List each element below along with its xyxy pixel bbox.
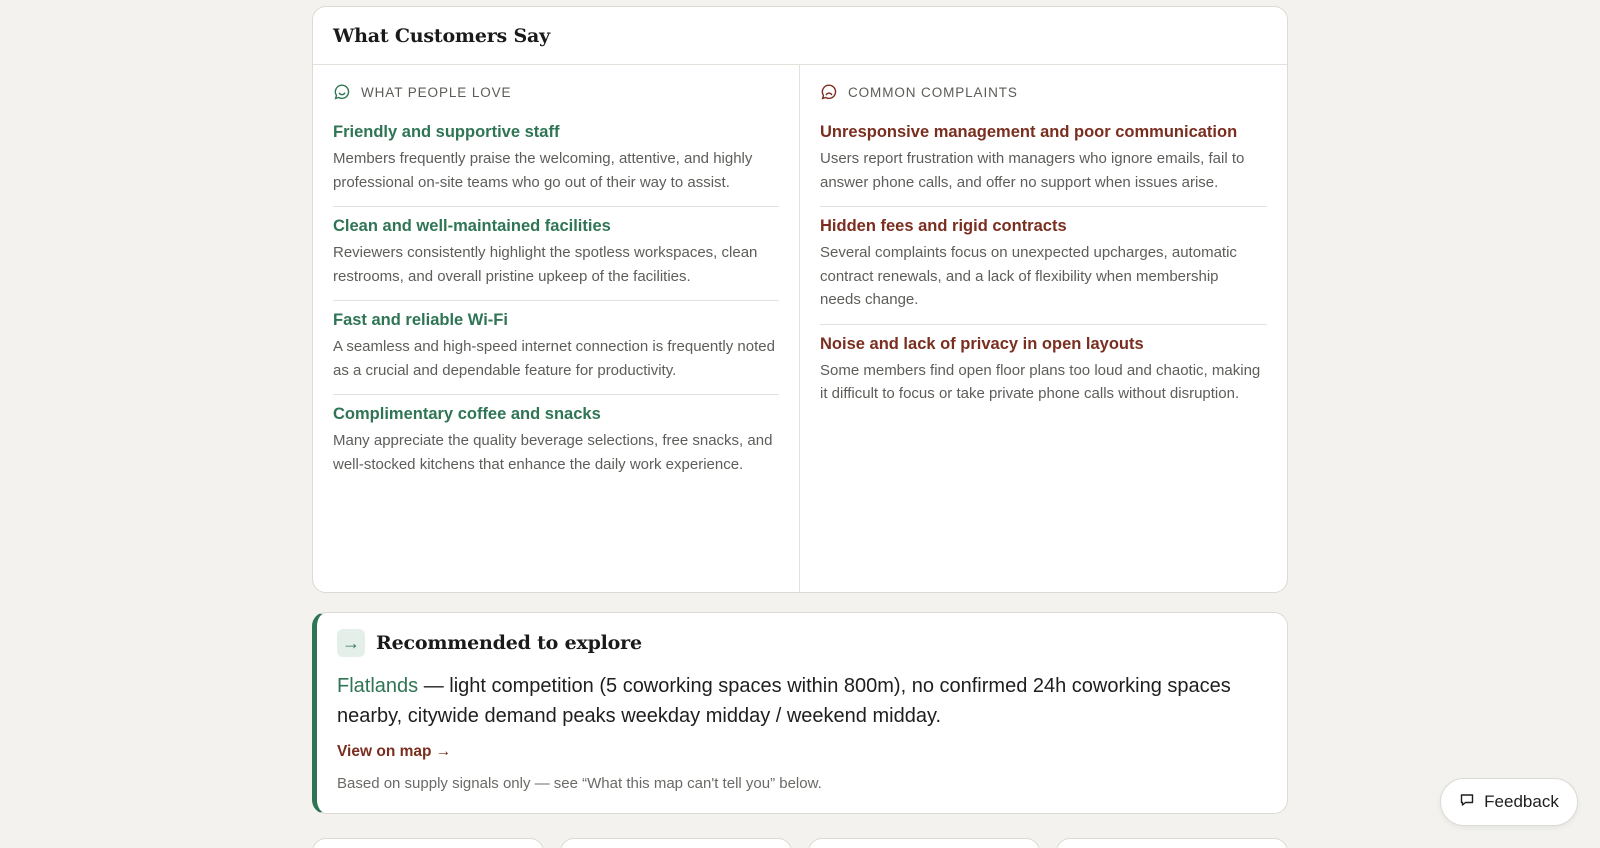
review-item [820, 123, 1267, 207]
review-item-description: Users report frustration with managers who ignore emails, fail to answer phone calls, and offer no support when issues arise. [820, 150, 1245, 191]
recommended-header [337, 629, 1267, 657]
feedback-button[interactable] [1440, 778, 1578, 826]
customers-title: What Customers Say [333, 24, 550, 47]
bottom-card-2 [560, 838, 792, 848]
review-item-description: Some members find open floor plans too loud and chaotic, making it difficult to focus or take private phone calls without disruption. [820, 361, 1261, 402]
review-item-title: Complimentary coffee and snacks [333, 405, 601, 423]
recommended-text [337, 671, 1267, 731]
review-item-title: Friendly and supportive staff [333, 123, 560, 141]
feedback-label: Feedback [1484, 792, 1559, 811]
complaints-column [800, 65, 1287, 592]
review-item [333, 123, 779, 207]
reviews-columns [313, 65, 1287, 592]
review-item-description: Many appreciate the quality beverage selections, free snacks, and well-stocked kitchens that enhance the daily work experience. [333, 432, 773, 473]
arrow-right-icon: → [337, 629, 365, 657]
review-item-title: Hidden fees and rigid contracts [820, 217, 1067, 235]
view-on-map-link[interactable]: View on map → [337, 743, 452, 760]
review-item-description: Reviewers consistently highlight the spotless workspaces, clean restrooms, and overall pristine upkeep of the facilities. [333, 244, 758, 285]
love-heading [333, 83, 779, 101]
review-item [820, 335, 1267, 418]
chat-bubble-icon [1459, 792, 1475, 813]
complaints-heading [820, 83, 1267, 101]
review-item [820, 217, 1267, 325]
review-item-description: Members frequently praise the welcoming, attentive, and highly professional on-site teams who go out of their way to assist. [333, 150, 753, 191]
love-column [313, 65, 800, 592]
review-item [333, 217, 779, 301]
recommended-card [312, 612, 1288, 814]
review-item-description: Several complaints focus on unexpected upcharges, automatic contract renewals, and a lack of flexibility when membership needs change. [820, 244, 1237, 308]
recommended-title: Recommended to explore [376, 632, 642, 654]
complaints-heading-label: COMMON COMPLAINTS [848, 84, 1018, 100]
bottom-card-4 [1056, 838, 1288, 848]
review-item-description: A seamless and high-speed internet connection is frequently noted as a crucial and dependable feature for productivity. [333, 338, 775, 379]
customers-card [312, 6, 1288, 593]
bottom-card-1 [312, 838, 544, 848]
recommended-place: Flatlands [337, 675, 419, 697]
complaints-list [820, 123, 1267, 418]
love-list [333, 123, 779, 488]
review-item-title: Clean and well-maintained facilities [333, 217, 611, 235]
review-item-title: Noise and lack of privacy in open layouts [820, 334, 1144, 353]
review-item-title: Fast and reliable Wi-Fi [333, 311, 508, 329]
review-item [333, 311, 779, 395]
frown-chat-icon [820, 83, 838, 101]
smile-chat-icon [333, 83, 351, 101]
customers-card-header [313, 7, 1287, 65]
bottom-card-3 [808, 838, 1040, 848]
recommended-description: — light competition (5 coworking spaces within 800m), no confirmed 24h coworking spaces nearby, citywide demand peaks weekday midday / weekend midday. [337, 675, 1231, 727]
review-item [333, 405, 779, 488]
recommended-note: Based on supply signals only — see “What this map can't tell you” below. [337, 775, 822, 792]
review-item-title: Unresponsive management and poor communication [820, 123, 1238, 141]
love-heading-label: WHAT PEOPLE LOVE [361, 84, 512, 100]
